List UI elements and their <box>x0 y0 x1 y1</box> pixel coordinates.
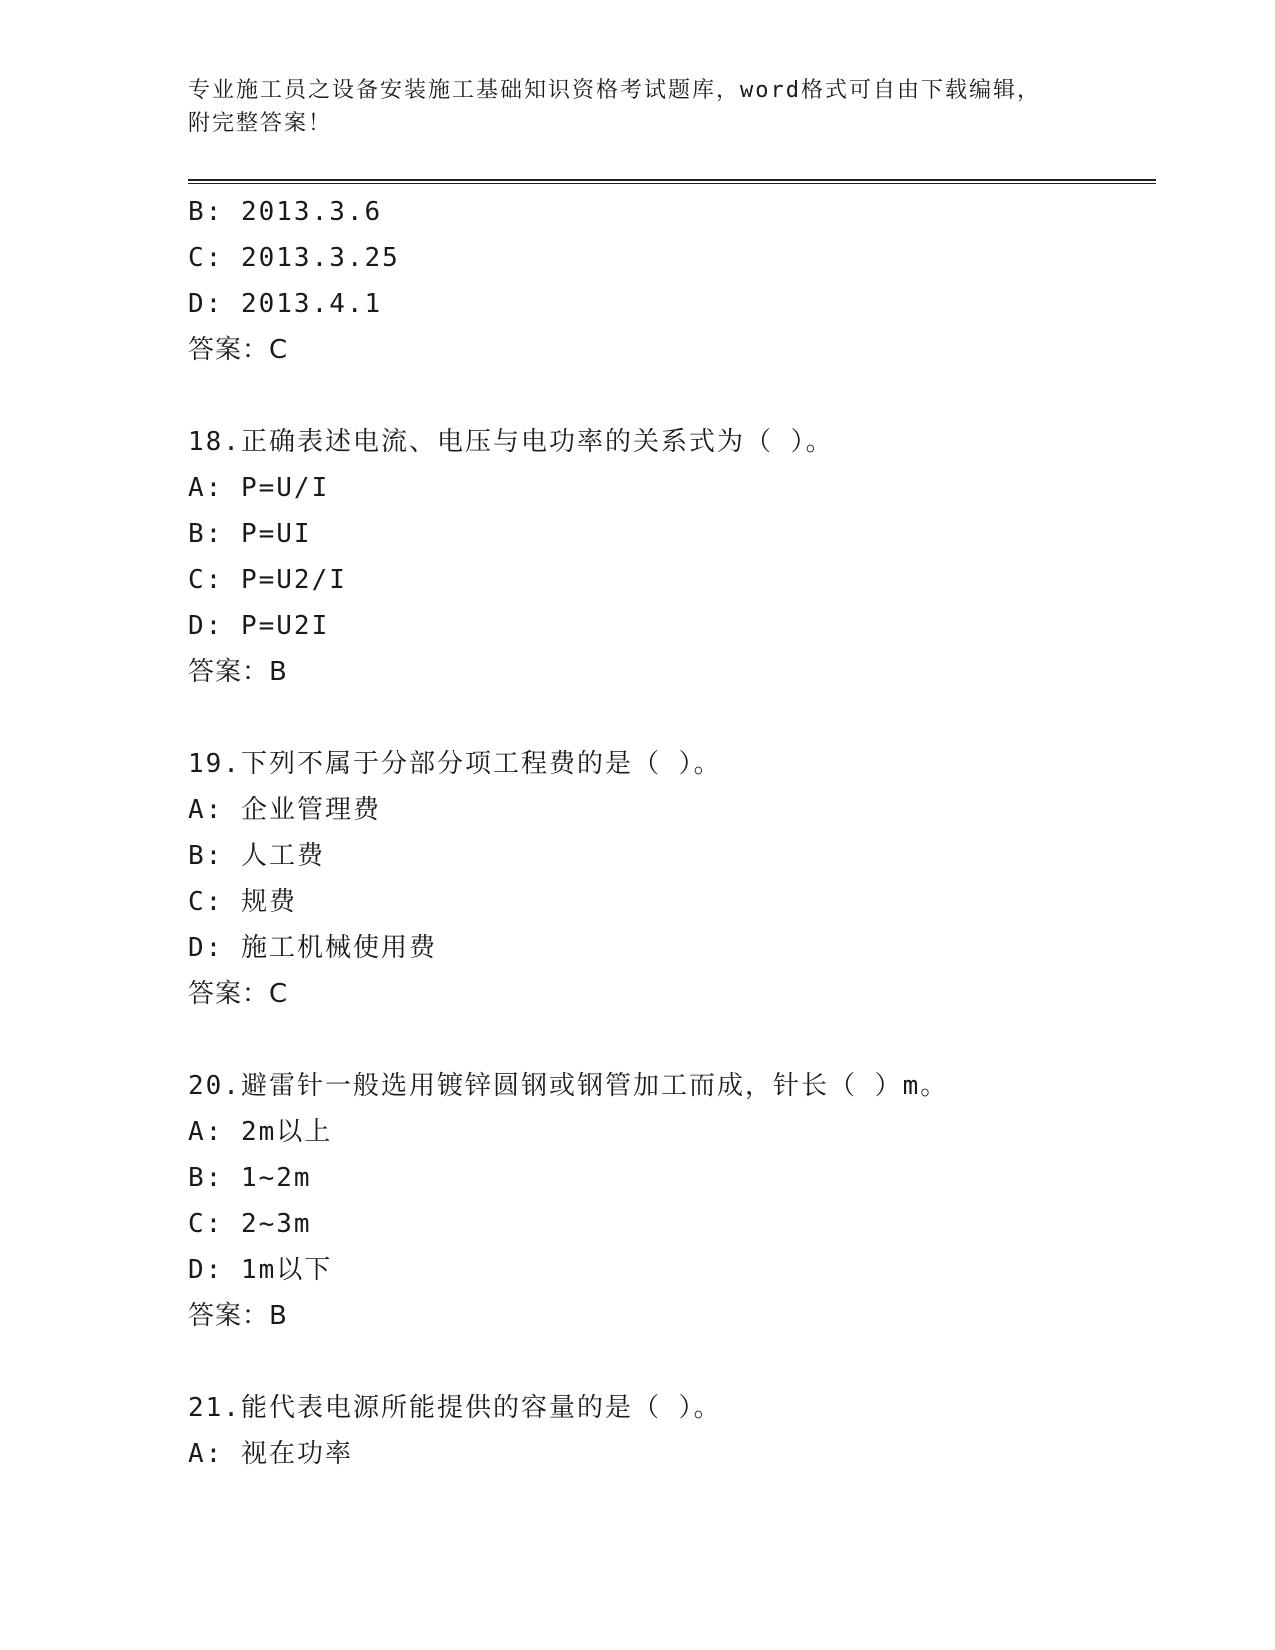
spacer <box>188 1339 1148 1385</box>
option-c: C: 规费 <box>188 887 297 917</box>
option-b: B: 2013.3.6 <box>188 197 383 227</box>
header-divider-thick <box>188 179 1156 181</box>
option-d: D: P=U2I <box>188 611 330 641</box>
question-stem: 19.下列不属于分部分项工程费的是（ ）。 <box>188 749 722 779</box>
answer-line: 答案：C <box>188 979 289 1009</box>
option-c: C: 2~3m <box>188 1209 312 1239</box>
question-stem: 20.避雷针一般选用镀锌圆钢或钢管加工而成，针长（ ）m。 <box>188 1071 949 1101</box>
option-a: A: 企业管理费 <box>188 795 381 825</box>
spacer <box>188 1017 1148 1063</box>
option-a: A: 视在功率 <box>188 1439 353 1469</box>
spacer <box>188 373 1148 419</box>
question-stem: 21.能代表电源所能提供的容量的是（ ）。 <box>188 1393 722 1423</box>
answer-line: 答案：B <box>188 657 288 687</box>
option-b: B: P=UI <box>188 519 312 549</box>
header-divider-thin <box>188 183 1156 184</box>
answer-line: 答案：B <box>188 1301 288 1331</box>
option-b: B: 1~2m <box>188 1163 312 1193</box>
answer-line: 答案：C <box>188 335 289 365</box>
option-a: A: 2m以上 <box>188 1117 333 1147</box>
option-d: D: 施工机械使用费 <box>188 933 437 963</box>
question-stem: 18.正确表述电流、电压与电功率的关系式为（ ）。 <box>188 427 834 457</box>
document-header: 专业施工员之设备安装施工基础知识资格考试题库，word格式可自由下载编辑， 附完整答案！ <box>188 78 1041 136</box>
option-c: C: P=U2/I <box>188 565 347 595</box>
option-c: C: 2013.3.25 <box>188 243 400 273</box>
option-d: D: 1m以下 <box>188 1255 333 1285</box>
question-content <box>188 189 1148 1477</box>
option-a: A: P=U/I <box>188 473 330 503</box>
option-b: B: 人工费 <box>188 841 325 871</box>
option-d: D: 2013.4.1 <box>188 289 383 319</box>
spacer <box>188 695 1148 741</box>
